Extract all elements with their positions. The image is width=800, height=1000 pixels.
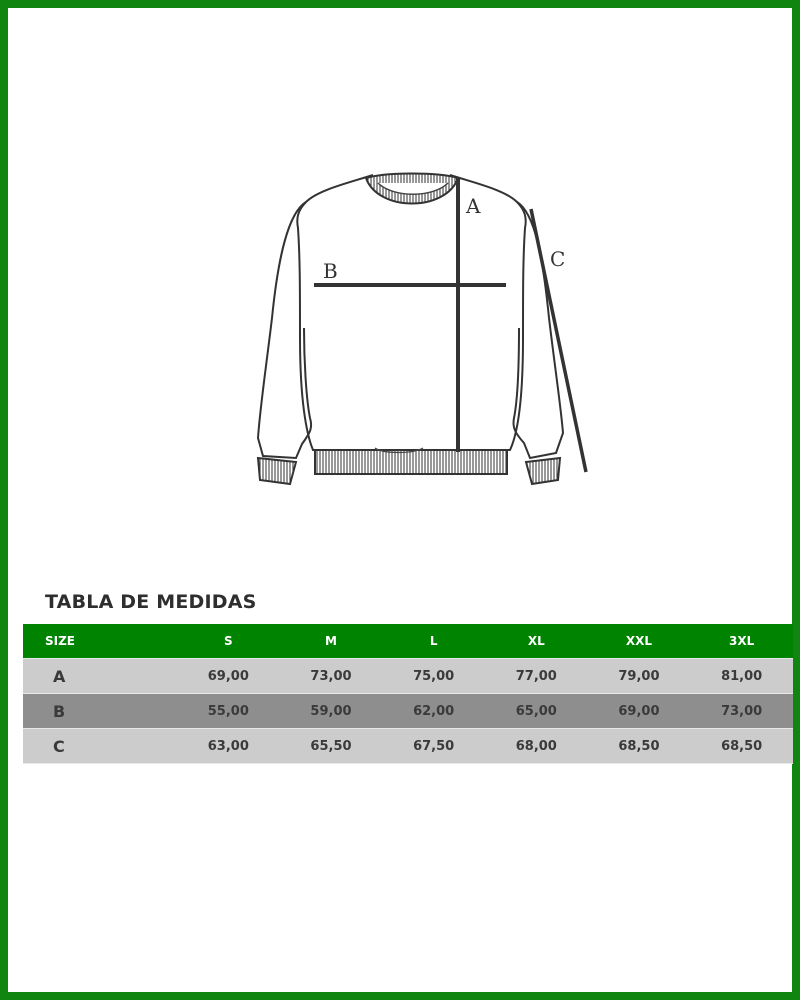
svg-text:B: B — [323, 259, 338, 283]
header-size-xxl: XXL — [588, 624, 691, 659]
cell-value: 68,50 — [588, 729, 691, 764]
cell-value: 65,50 — [280, 729, 383, 764]
cell-value: 67,50 — [382, 729, 485, 764]
header-size-xl: XL — [485, 624, 588, 659]
table-title: TABLA DE MEDIDAS — [45, 591, 257, 613]
cell-value: 81,00 — [690, 659, 793, 694]
cell-value: 69,00 — [588, 694, 691, 729]
svg-text:A: A — [466, 194, 481, 218]
cell-value: 75,00 — [382, 659, 485, 694]
cell-value: 79,00 — [588, 659, 691, 694]
row-label: A — [23, 659, 177, 694]
sweater-illustration-icon — [238, 158, 598, 498]
header-size-label: SIZE — [23, 624, 177, 659]
cell-value: 73,00 — [690, 694, 793, 729]
row-label: C — [23, 729, 177, 764]
cell-value: 65,00 — [485, 694, 588, 729]
size-chart-table — [23, 624, 793, 764]
cell-value: 69,00 — [177, 659, 280, 694]
cell-value: 55,00 — [177, 694, 280, 729]
table-header-row — [23, 624, 793, 659]
header-size-3xl: 3XL — [690, 624, 793, 659]
header-size-l: L — [382, 624, 485, 659]
svg-text:C: C — [550, 247, 566, 271]
header-size-s: S — [177, 624, 280, 659]
cell-value: 59,00 — [280, 694, 383, 729]
row-label: B — [23, 694, 177, 729]
table-row-a — [23, 659, 793, 694]
cell-value: 68,00 — [485, 729, 588, 764]
cell-value: 73,00 — [280, 659, 383, 694]
sweater-diagram — [238, 158, 598, 498]
table-row-c — [23, 729, 793, 764]
table-row-b — [23, 694, 793, 729]
cell-value: 68,50 — [690, 729, 793, 764]
cell-value: 77,00 — [485, 659, 588, 694]
cell-value: 62,00 — [382, 694, 485, 729]
header-size-m: M — [280, 624, 383, 659]
cell-value: 63,00 — [177, 729, 280, 764]
